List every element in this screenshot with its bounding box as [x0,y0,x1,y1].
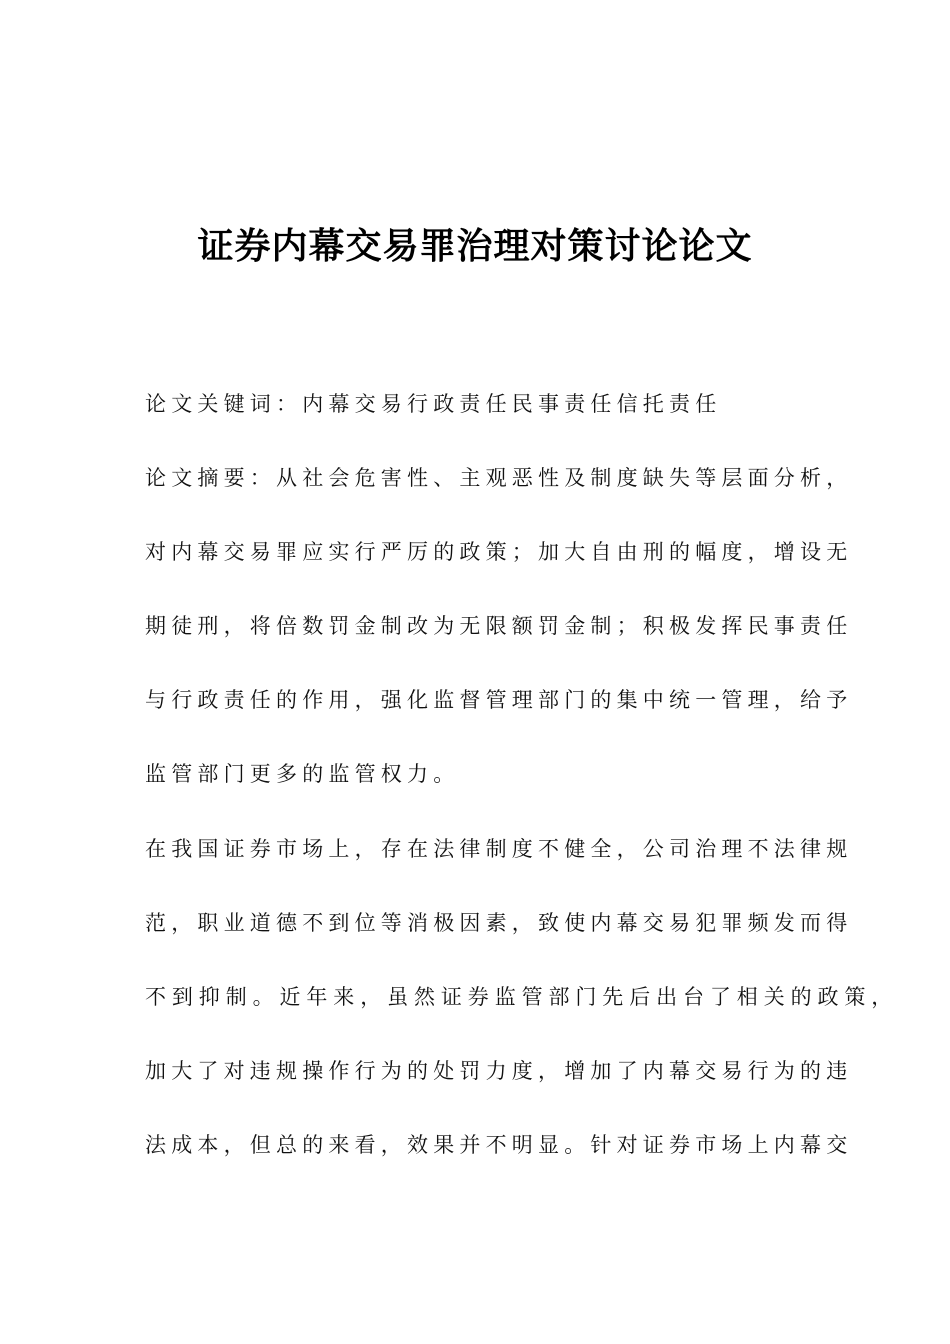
abstract-line: 对内幕交易罪应实行严厉的政策；加大自由刑的幅度，增设无 [145,540,853,564]
abstract-line: 论文摘要：从社会危害性、主观恶性及制度缺失等层面分析， [145,466,853,490]
body-line: 加大了对违规操作行为的处罚力度，增加了内幕交易行为的违 [145,1059,853,1083]
body-line: 范，职业道德不到位等消极因素，致使内幕交易犯罪频发而得 [145,911,853,935]
body-line: 在我国证券市场上，存在法律制度不健全，公司治理不法律规 [145,837,853,861]
document-title: 证券内幕交易罪治理对策讨论论文 [197,226,753,267]
abstract-line: 期徒刑，将倍数罚金制改为无限额罚金制；积极发挥民事责任 [145,614,853,638]
abstract-line: 监管部门更多的监管权力。 [145,762,460,786]
body-line: 法成本，但总的来看，效果并不明显。针对证券市场上内幕交 [145,1133,853,1157]
body-line: 不到抑制。近年来，虽然证券监管部门先后出台了相关的政策， [145,985,899,1009]
abstract-line: 与行政责任的作用，强化监督管理部门的集中统一管理，给予 [145,688,853,712]
keywords-line: 论文关键词：内幕交易行政责任民事责任信托责任 [145,392,722,416]
